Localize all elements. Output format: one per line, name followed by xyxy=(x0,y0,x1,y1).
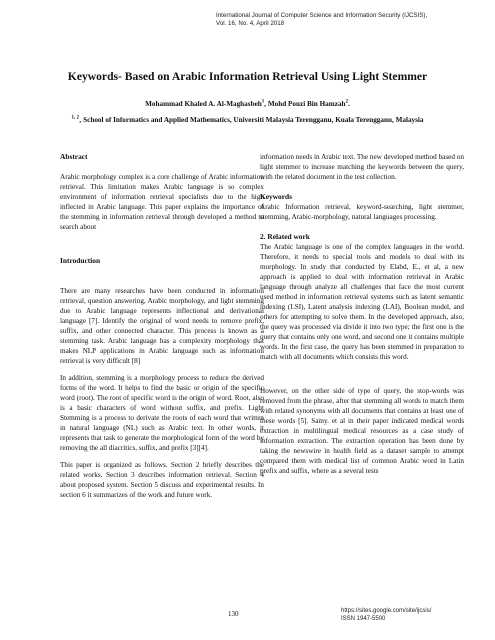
authors-block xyxy=(40,100,455,125)
keywords-heading: Keywords xyxy=(260,192,293,201)
introduction-paragraph-3: This paper is organized as follows. Section 2 briefly describes the related works. Section 3 describes information retrieval. Section 4 about proposed system. Section 5 discuss and experimental results. In section 6 it summarizes of the work and future work. xyxy=(60,461,264,499)
journal-header xyxy=(216,12,486,27)
related-work-paragraph-1: The Arabic language is one of the complex languages in the world. Therefore, it needs to special tools and models to deal with its morphology. In study that conducted by Elabd, E., et al, a new approach is applied to deal with information retrieval in Arabic language through analyze all challenges that face the most current used method in information retrieval systems such as latent semantic indexing (LSI), Latent analysis indexing (LAI), Boolean model, and others for attempting to solve them. In the developed approach, also, the query was processed via divide it into two type; the first one is the query that contains only one word, and second one it contains multiple words. In the first case, the query has been stemmed in preparation to match with all documents which consists this word. xyxy=(260,243,464,361)
abstract-continued: information needs in Arabic text. The new developed method based on light stemmer to increase matching the keywords between the query, with the related document in the test collection. xyxy=(260,153,464,181)
page-number: 130 xyxy=(228,610,239,618)
left-column xyxy=(60,152,264,500)
journal-url[interactable]: https://sites.google.com/site/ijcsis/ xyxy=(341,608,432,614)
related-work-paragraph-2: However, on the other side of type of query, the stop-words was removed from the phrase, after that stemming all words to match them with related synonyms with all documents that contains at least one of these words [5]. Samy. et al in their paper indicated medical words extraction in multilingual medical resources as a case study of information extraction. The extraction operation has been done by taking the newswire in health field as a dataset sample to attempt compared them with medical list of common Arabic word in Latin prefix and suffix, where as a several tests xyxy=(260,387,464,475)
keywords-text: Arabic Information retrieval, keyword-searching, light stemmer, stemming, Arabic-morphology, natural languages processing. xyxy=(260,203,464,221)
abstract-heading: Abstract xyxy=(60,152,88,161)
author-affiliation: $^{1, 2}$‚ School of Informatics and Applied Mathematics, Universiti Malaysia Terengganu, Kuala Terengganu, Malaysia xyxy=(71,115,424,124)
introduction-paragraph-1: There are many researches have been conducted in information retrieval, question answering, Arabic morphology, and light stemming due to Arabic language represents inflectional and derivational language [7]. Identify the original of word needs to remove prefix, suffix, and other connected character. This process is known as a stemming task. Arabic language has a complexity morphology that makes NLP applications in Arabic language such as information retrieval is very difficult [8] xyxy=(60,287,264,365)
author-names: Mohammad Khaled A. Al-Maghasbeh$^1$, Mohd Pouzi Bin Hamzah$^2$. xyxy=(145,99,350,108)
journal-volume: Vol. 16, No. 4, April 2018 xyxy=(216,19,285,27)
introduction-heading: Introduction xyxy=(60,256,101,265)
footer-links xyxy=(341,608,481,623)
paper-title: Keywords- Based on Arabic Information Retrieval Using Light Stemmer xyxy=(67,70,428,83)
related-work-heading: 2. Related work xyxy=(260,232,310,241)
journal-issn: ISSN 1947-5500 xyxy=(341,615,386,622)
journal-name: International Journal of Computer Science and Information Security (IJCSIS), xyxy=(216,12,428,19)
right-column xyxy=(260,152,464,476)
introduction-paragraph-2: In addition, stemming is a morphology process to reduce the derived forms of the word. It helps to find the basic or origin of the specific word (root). The root of specific word is the origin of word. Root, also is a basic characters of word without suffix, and prefix. Light Stemming is a process to derivate the roots of each word that written in natural language (NL) such as Arabic text. In other words, it represents that task to generate the morphological form of the word by removing the all diacritics, suffix, and prefix [3][4]. xyxy=(60,374,264,452)
abstract-text: Arabic morphology complex is a core challenge of Arabic information retrieval. This limitation makes Arabic language is so complex environment of information retrieval specialists due to the high inflected in Arabic language. This paper explains the importance of the stemming in information retrieval through developed a method to search about xyxy=(60,173,264,231)
